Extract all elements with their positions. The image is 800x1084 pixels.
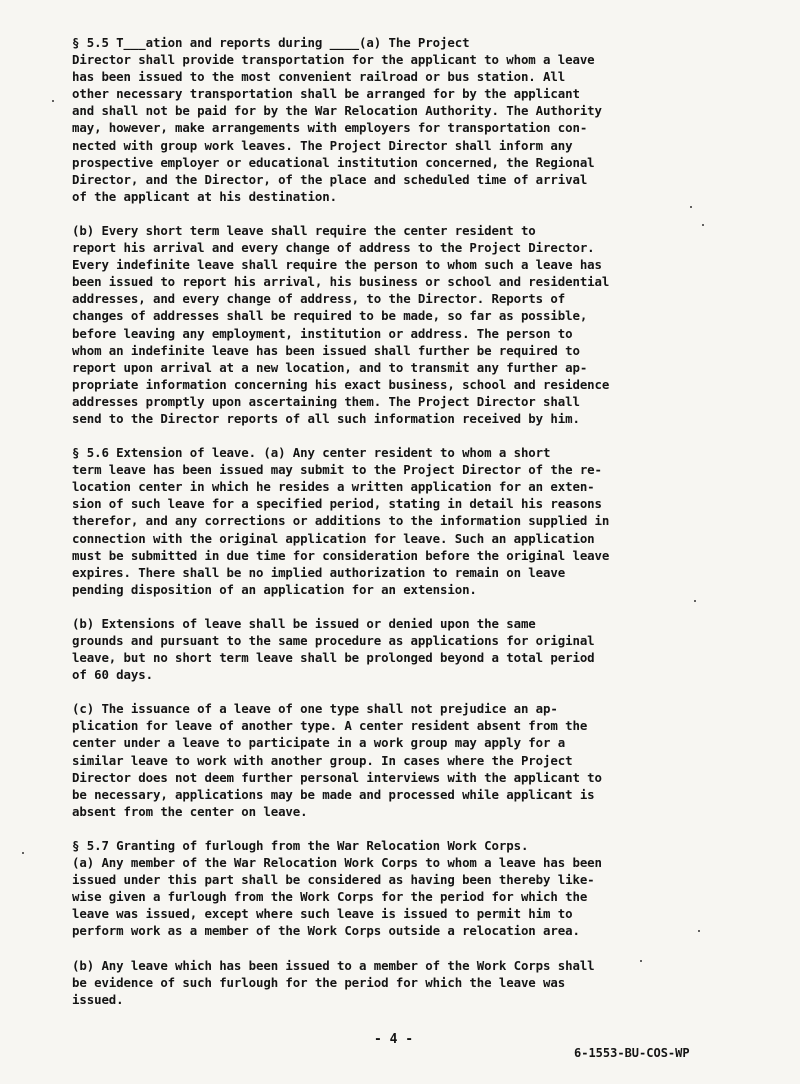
scan-speck	[22, 852, 24, 854]
scan-speck	[698, 930, 700, 932]
text-line: (b) Any leave which has been issued to a member of the Work Corps shall	[72, 957, 595, 973]
paragraph-s57a	[72, 837, 712, 940]
text-line: changes of addresses shall be required to be made, so far as possible,	[72, 308, 588, 324]
text-line: similar leave to work with another group. In cases where the Project	[72, 752, 573, 768]
text-line: (c) The issuance of a leave of one type shall not prejudice an ap-	[72, 701, 558, 717]
paragraph-s56a	[72, 444, 712, 598]
text-line: § 5.7 Granting of furlough from the War Relocation Work Corps.	[72, 837, 529, 853]
paragraph-gap	[72, 683, 712, 700]
text-line: location center in which he resides a written application for an exten-	[72, 479, 595, 495]
text-line: perform work as a member of the Work Corps outside a relocation area.	[72, 923, 580, 939]
text-line: issued.	[72, 991, 124, 1007]
paragraph-gap	[72, 598, 712, 615]
scan-speck	[694, 600, 696, 602]
page-number: - 4 -	[374, 1032, 414, 1047]
text-line: (b) Every short term leave shall require the center resident to	[72, 222, 536, 238]
text-line: grounds and pursuant to the same procedure as applications for original	[72, 633, 595, 648]
paragraph-gap	[72, 940, 712, 957]
text-line: Director, and the Director, of the place and scheduled time of arrival	[72, 171, 588, 187]
text-line: must be submitted in due time for consideration before the original leave	[72, 547, 610, 563]
text-line: pending disposition of an application for an extension.	[72, 581, 477, 597]
text-line: issued under this part shall be considered as having been thereby like-	[72, 872, 595, 888]
text-line: Director shall provide transportation for the applicant to whom a leave	[72, 52, 595, 68]
text-line: Director does not deem further personal interviews with the applicant to	[72, 769, 602, 785]
text-line: before leaving any employment, institution or address. The person to	[72, 325, 573, 341]
text-line: wise given a furlough from the Work Corps for the period for which the	[72, 889, 588, 905]
text-line: leave was issued, except where such leave is issued to permit him to	[72, 906, 573, 922]
text-line: sion of such leave for a specified period, stating in detail his reasons	[72, 496, 602, 512]
text-line: expires. There shall be no implied authorization to remain on leave	[72, 564, 566, 580]
scan-speck	[690, 206, 692, 208]
paragraph-gap	[72, 205, 712, 222]
text-line: has been issued to the most convenient railroad or bus station. All	[72, 69, 566, 85]
text-line: of 60 days.	[72, 667, 153, 683]
paragraph-gap	[72, 820, 712, 837]
text-line: § 5.5 T___ation and reports during ____(a) The Project	[72, 35, 470, 50]
text-line: addresses, and every change of address, to the Director. Reports of	[72, 291, 566, 307]
text-line: be necessary, applications may be made and processed while applicant is	[72, 786, 595, 802]
text-line: may, however, make arrangements with employers for transportation con-	[72, 120, 588, 136]
text-line: whom an indefinite leave has been issued shall further be required to	[72, 342, 580, 358]
text-line: absent from the center on leave.	[72, 803, 308, 819]
text-line: propriate information concerning his exact business, school and residence	[72, 376, 610, 392]
text-line: report his arrival and every change of address to the Project Director.	[72, 240, 595, 256]
text-line: prospective employer or educational institution concerned, the Regional	[72, 154, 595, 170]
text-line: been issued to report his arrival, his business or school and residential	[72, 274, 610, 290]
text-line: (a) Any member of the War Relocation Work Corps to whom a leave has been	[72, 855, 602, 871]
text-line: plication for leave of another type. A center resident absent from the	[72, 718, 588, 734]
text-line: § 5.6 Extension of leave. (a) Any center resident to whom a short	[72, 445, 551, 461]
text-line: report upon arrival at a new location, and to transmit any further ap-	[72, 359, 588, 375]
paragraph-s55b	[72, 222, 712, 427]
text-line: therefor, and any corrections or additions to the information supplied in	[72, 513, 610, 529]
paragraph-s55a	[72, 34, 712, 205]
document-body	[72, 34, 712, 1008]
text-line: Every indefinite leave shall require the person to whom such a leave has	[72, 257, 602, 273]
text-line: nected with group work leaves. The Project Director shall inform any	[72, 137, 573, 153]
text-line: and shall not be paid for by the War Relocation Authority. The Authority	[72, 103, 602, 119]
text-line: be evidence of such furlough for the period for which the leave was	[72, 974, 566, 990]
paragraph-s57b	[72, 957, 712, 1008]
document-id: 6-1553-BU-COS-WP	[574, 1046, 690, 1060]
text-line: addresses promptly upon ascertaining them. The Project Director shall	[72, 393, 580, 409]
text-line: send to the Director reports of all such information received by him.	[72, 410, 580, 426]
text-line: connection with the original application for leave. Such an application	[72, 530, 595, 546]
paragraph-s56c	[72, 700, 712, 820]
text-line: term leave has been issued may submit to the Project Director of the re-	[72, 462, 602, 478]
paragraph-s56b	[72, 615, 712, 683]
scan-speck	[640, 960, 642, 962]
paragraph-gap	[72, 427, 712, 444]
scan-speck	[52, 100, 54, 102]
text-line: other necessary transportation shall be arranged for by the applicant	[72, 86, 580, 102]
text-line: center under a leave to participate in a work group may apply for a	[72, 735, 566, 751]
text-line: of the applicant at his destination.	[72, 188, 337, 204]
scan-speck	[702, 224, 704, 226]
text-line: (b) Extensions of leave shall be issued or denied upon the same	[72, 615, 536, 631]
text-line: leave, but no short term leave shall be prolonged beyond a total period	[72, 650, 595, 666]
